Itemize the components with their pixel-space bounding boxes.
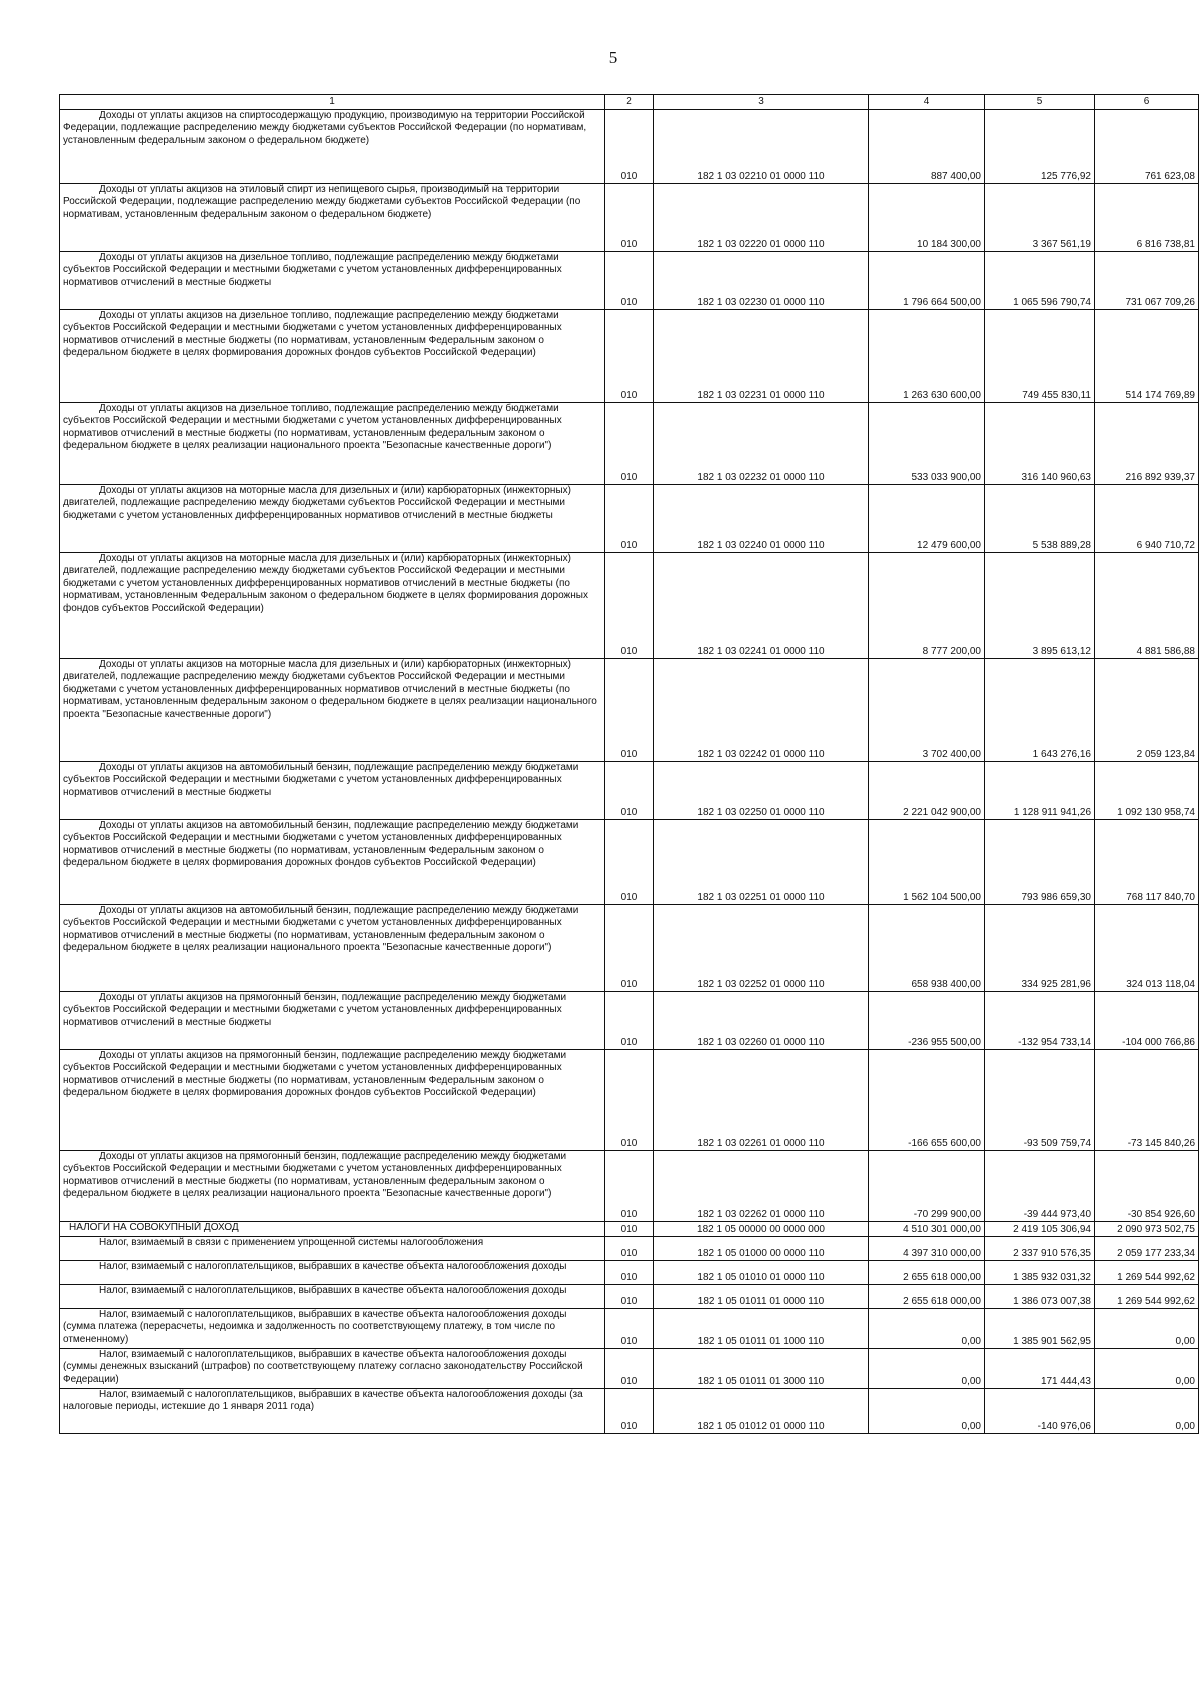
table-row bbox=[60, 252, 1199, 310]
row-name: Налог, взимаемый с налогоплательщиков, выбравших в качестве объекта налогообложения доходы (суммы денежных взысканий (штрафов) по соответствующему платежу согласно законодательству Российской Федерации) bbox=[63, 1349, 583, 1385]
row-code: 010 bbox=[605, 992, 654, 1050]
row-kbk-code: 182 1 05 01012 01 0000 110 bbox=[654, 1389, 869, 1434]
row-executed-value: 125 776,92 bbox=[985, 110, 1095, 184]
row-code: 010 bbox=[605, 820, 654, 905]
row-executed-value: 334 925 281,96 bbox=[985, 905, 1095, 992]
row-code: 010 bbox=[605, 762, 654, 820]
row-kbk-code: 182 1 05 00000 00 0000 000 bbox=[654, 1222, 869, 1237]
row-kbk-code: 182 1 03 02251 01 0000 110 bbox=[654, 820, 869, 905]
row-remaining-value: 768 117 840,70 bbox=[1095, 820, 1199, 905]
row-name-cell bbox=[60, 1261, 605, 1285]
column-header: 5 bbox=[985, 95, 1095, 110]
row-remaining-value: -30 854 926,60 bbox=[1095, 1151, 1199, 1222]
row-kbk-code: 182 1 03 02242 01 0000 110 bbox=[654, 659, 869, 762]
row-remaining-value: 1 269 544 992,62 bbox=[1095, 1285, 1199, 1309]
row-remaining-value: 324 013 118,04 bbox=[1095, 905, 1199, 992]
row-executed-value: -39 444 973,40 bbox=[985, 1151, 1095, 1222]
table-row bbox=[60, 1261, 1199, 1285]
row-name: Налог, взимаемый с налогоплательщиков, выбравших в качестве объекта налогообложения доходы (сумма платежа (перерасчеты, недоимка и задолженность по соответствующему платежу, в том числе по отмененному) bbox=[63, 1309, 567, 1345]
row-name: Налог, взимаемый с налогоплательщиков, выбравших в качестве объекта налогообложения доходы bbox=[99, 1261, 567, 1272]
row-plan-value: 1 562 104 500,00 bbox=[869, 820, 985, 905]
row-plan-value: 4 397 310 000,00 bbox=[869, 1237, 985, 1261]
row-code: 010 bbox=[605, 1349, 654, 1389]
row-name-cell bbox=[60, 659, 605, 762]
row-remaining-value: -104 000 766,86 bbox=[1095, 992, 1199, 1050]
row-remaining-value: 0,00 bbox=[1095, 1349, 1199, 1389]
row-plan-value: -236 955 500,00 bbox=[869, 992, 985, 1050]
row-name: Доходы от уплаты акцизов на дизельное топливо, подлежащие распределению между бюджетами субъектов Российской Федерации и местными бюджетами с учетом установленных дифференцированных нормативов отчислений в местные бюджеты (по нормативам, установленным Федеральным законом о федеральном бюджете в целях формирования дорожных фондов субъектов Российской Федерации) bbox=[63, 310, 562, 359]
column-header: 2 bbox=[605, 95, 654, 110]
row-remaining-value: 4 881 586,88 bbox=[1095, 553, 1199, 659]
table-row bbox=[60, 110, 1199, 184]
row-plan-value: 1 263 630 600,00 bbox=[869, 310, 985, 403]
row-name: Налог, взимаемый в связи с применением упрощенной системы налогообложения bbox=[99, 1237, 484, 1248]
row-name-cell bbox=[60, 553, 605, 659]
row-name-cell bbox=[60, 184, 605, 252]
row-executed-value: 5 538 889,28 bbox=[985, 485, 1095, 553]
table-row bbox=[60, 1285, 1199, 1309]
row-remaining-value: 1 269 544 992,62 bbox=[1095, 1261, 1199, 1285]
row-kbk-code: 182 1 05 01000 00 0000 110 bbox=[654, 1237, 869, 1261]
table-row bbox=[60, 485, 1199, 553]
table-row bbox=[60, 820, 1199, 905]
row-executed-value: 1 643 276,16 bbox=[985, 659, 1095, 762]
row-name-cell bbox=[60, 905, 605, 992]
row-code: 010 bbox=[605, 553, 654, 659]
row-plan-value: -70 299 900,00 bbox=[869, 1151, 985, 1222]
column-header: 4 bbox=[869, 95, 985, 110]
table-row bbox=[60, 403, 1199, 485]
row-kbk-code: 182 1 03 02260 01 0000 110 bbox=[654, 992, 869, 1050]
row-name: Доходы от уплаты акцизов на автомобильный бензин, подлежащие распределению между бюджетами субъектов Российской Федерации и местными бюджетами с учетом установленных дифференцированных нормативов отчислений в местные бюджеты (по нормативам, установленным Федеральным законом о федеральном бюджете в целях формирования дорожных фондов субъектов Российской Федерации) bbox=[63, 820, 579, 869]
row-name: Налог, взимаемый с налогоплательщиков, выбравших в качестве объекта налогообложения доходы (за налоговые периоды, истекшие до 1 января 2011 года) bbox=[63, 1389, 583, 1413]
row-name: Доходы от уплаты акцизов на этиловый спирт из непищевого сырья, производимый на территории Российской Федерации, подлежащие распределению между бюджетами субъектов Российской Федерации (по нормативам, установленным федеральным законом о федеральном бюджете) bbox=[63, 184, 581, 220]
row-code: 010 bbox=[605, 1151, 654, 1222]
row-remaining-value: 216 892 939,37 bbox=[1095, 403, 1199, 485]
table-row bbox=[60, 553, 1199, 659]
row-name: Доходы от уплаты акцизов на дизельное топливо, подлежащие распределению между бюджетами субъектов Российской Федерации и местными бюджетами с учетом установленных дифференцированных нормативов отчислений в местные бюджеты bbox=[63, 252, 562, 288]
row-code: 010 bbox=[605, 252, 654, 310]
row-code: 010 bbox=[605, 110, 654, 184]
row-code: 010 bbox=[605, 1285, 654, 1309]
row-kbk-code: 182 1 05 01011 01 3000 110 bbox=[654, 1349, 869, 1389]
row-name-cell bbox=[60, 762, 605, 820]
row-kbk-code: 182 1 03 02210 01 0000 110 bbox=[654, 110, 869, 184]
row-name: Доходы от уплаты акцизов на моторные масла для дизельных и (или) карбюраторных (инжекторных) двигателей, подлежащие распределению между бюджетами субъектов Российской Федерации и местными бюджетами с учетом установленных дифференцированных нормативов отчислений в местные бюджеты (по нормативам, установленным федеральным законом о федеральном бюджете в целях реализации национального проекта "Безопасные качественные дороги") bbox=[63, 659, 597, 720]
row-plan-value: 0,00 bbox=[869, 1389, 985, 1434]
row-executed-value: 316 140 960,63 bbox=[985, 403, 1095, 485]
column-header: 1 bbox=[60, 95, 605, 110]
row-plan-value: 1 796 664 500,00 bbox=[869, 252, 985, 310]
row-remaining-value: 731 067 709,26 bbox=[1095, 252, 1199, 310]
table-row bbox=[60, 659, 1199, 762]
row-name: НАЛОГИ НА СОВОКУПНЫЙ ДОХОД bbox=[69, 1222, 239, 1233]
row-remaining-value: 6 940 710,72 bbox=[1095, 485, 1199, 553]
row-name: Налог, взимаемый с налогоплательщиков, выбравших в качестве объекта налогообложения доходы bbox=[99, 1285, 567, 1296]
column-header: 6 bbox=[1095, 95, 1199, 110]
row-plan-value: 2 221 042 900,00 bbox=[869, 762, 985, 820]
row-plan-value: 8 777 200,00 bbox=[869, 553, 985, 659]
row-kbk-code: 182 1 03 02220 01 0000 110 bbox=[654, 184, 869, 252]
row-name: Доходы от уплаты акцизов на прямогонный бензин, подлежащие распределению между бюджетами субъектов Российской Федерации и местными бюджетами с учетом установленных дифференцированных нормативов отчислений в местные бюджеты (по нормативам, установленным Федеральным законом о федеральном бюджете в целях формирования дорожных фондов субъектов Российской Федерации) bbox=[63, 1050, 567, 1099]
row-executed-value: 171 444,43 bbox=[985, 1349, 1095, 1389]
row-executed-value: -93 509 759,74 bbox=[985, 1050, 1095, 1151]
row-executed-value: 749 455 830,11 bbox=[985, 310, 1095, 403]
row-kbk-code: 182 1 05 01011 01 0000 110 bbox=[654, 1285, 869, 1309]
row-remaining-value: 2 059 177 233,34 bbox=[1095, 1237, 1199, 1261]
table-row bbox=[60, 905, 1199, 992]
row-plan-value: 10 184 300,00 bbox=[869, 184, 985, 252]
row-name-cell bbox=[60, 992, 605, 1050]
row-plan-value: 0,00 bbox=[869, 1309, 985, 1349]
row-plan-value: 4 510 301 000,00 bbox=[869, 1222, 985, 1237]
row-name: Доходы от уплаты акцизов на автомобильный бензин, подлежащие распределению между бюджетами субъектов Российской Федерации и местными бюджетами с учетом установленных дифференцированных нормативов отчислений в местные бюджеты (по нормативам, установленным федеральным законом о федеральном бюджете в целях реализации национального проекта "Безопасные качественные дороги") bbox=[63, 905, 579, 954]
row-remaining-value: 1 092 130 958,74 bbox=[1095, 762, 1199, 820]
row-name-cell bbox=[60, 1309, 605, 1349]
table-row bbox=[60, 1309, 1199, 1349]
row-remaining-value: 761 623,08 bbox=[1095, 110, 1199, 184]
column-header: 3 bbox=[654, 95, 869, 110]
row-plan-value: 658 938 400,00 bbox=[869, 905, 985, 992]
row-kbk-code: 182 1 03 02230 01 0000 110 bbox=[654, 252, 869, 310]
row-remaining-value: 0,00 bbox=[1095, 1389, 1199, 1434]
revenue-table bbox=[59, 94, 1199, 1434]
row-code: 010 bbox=[605, 1389, 654, 1434]
row-name-cell bbox=[60, 1237, 605, 1261]
row-name: Доходы от уплаты акцизов на прямогонный бензин, подлежащие распределению между бюджетами субъектов Российской Федерации и местными бюджетами с учетом установленных дифференцированных нормативов отчислений в местные бюджеты bbox=[63, 992, 567, 1028]
row-name-cell bbox=[60, 1050, 605, 1151]
row-code: 010 bbox=[605, 184, 654, 252]
row-plan-value: -166 655 600,00 bbox=[869, 1050, 985, 1151]
row-kbk-code: 182 1 03 02232 01 0000 110 bbox=[654, 403, 869, 485]
row-name: Доходы от уплаты акцизов на спиртосодержащую продукцию, производимую на территории Российской Федерации, подлежащие распределению между бюджетами субъектов Российской Федерации (по нормативам, установленным федеральным законом о федеральном бюджете) bbox=[63, 110, 587, 146]
row-executed-value: 3 367 561,19 bbox=[985, 184, 1095, 252]
row-code: 010 bbox=[605, 403, 654, 485]
row-code: 010 bbox=[605, 905, 654, 992]
row-plan-value: 0,00 bbox=[869, 1349, 985, 1389]
row-remaining-value: -73 145 840,26 bbox=[1095, 1050, 1199, 1151]
row-remaining-value: 2 090 973 502,75 bbox=[1095, 1222, 1199, 1237]
row-remaining-value: 514 174 769,89 bbox=[1095, 310, 1199, 403]
row-code: 010 bbox=[605, 659, 654, 762]
row-code: 010 bbox=[605, 1050, 654, 1151]
row-executed-value: -132 954 733,14 bbox=[985, 992, 1095, 1050]
row-name-cell bbox=[60, 252, 605, 310]
row-plan-value: 12 479 600,00 bbox=[869, 485, 985, 553]
table-row bbox=[60, 1151, 1199, 1222]
row-executed-value: 1 128 911 941,26 bbox=[985, 762, 1095, 820]
row-name-cell bbox=[60, 1285, 605, 1309]
row-code: 010 bbox=[605, 310, 654, 403]
table-row bbox=[60, 184, 1199, 252]
row-remaining-value: 0,00 bbox=[1095, 1309, 1199, 1349]
table-row bbox=[60, 1349, 1199, 1389]
row-code: 010 bbox=[605, 1222, 654, 1237]
row-executed-value: 793 986 659,30 bbox=[985, 820, 1095, 905]
row-kbk-code: 182 1 03 02231 01 0000 110 bbox=[654, 310, 869, 403]
row-remaining-value: 2 059 123,84 bbox=[1095, 659, 1199, 762]
row-executed-value: -140 976,06 bbox=[985, 1389, 1095, 1434]
row-code: 010 bbox=[605, 1261, 654, 1285]
column-number-row bbox=[60, 95, 1199, 110]
row-name-cell bbox=[60, 110, 605, 184]
row-kbk-code: 182 1 03 02240 01 0000 110 bbox=[654, 485, 869, 553]
row-name: Доходы от уплаты акцизов на дизельное топливо, подлежащие распределению между бюджетами субъектов Российской Федерации и местными бюджетами с учетом установленных дифференцированных нормативов отчислений в местные бюджеты (по нормативам, установленным федеральным законом о федеральном бюджете в целях реализации национального проекта "Безопасные качественные дороги") bbox=[63, 403, 562, 452]
row-name: Доходы от уплаты акцизов на моторные масла для дизельных и (или) карбюраторных (инжекторных) двигателей, подлежащие распределению между бюджетами субъектов Российской Федерации и местными бюджетами с учетом установленных дифференцированных нормативов отчислений в местные бюджеты bbox=[63, 485, 571, 521]
row-name-cell bbox=[60, 485, 605, 553]
row-plan-value: 533 033 900,00 bbox=[869, 403, 985, 485]
row-name-cell bbox=[60, 310, 605, 403]
row-executed-value: 1 385 932 031,32 bbox=[985, 1261, 1095, 1285]
row-code: 010 bbox=[605, 485, 654, 553]
row-executed-value: 2 337 910 576,35 bbox=[985, 1237, 1095, 1261]
row-kbk-code: 182 1 03 02241 01 0000 110 bbox=[654, 553, 869, 659]
row-executed-value: 1 386 073 007,38 bbox=[985, 1285, 1095, 1309]
row-kbk-code: 182 1 03 02252 01 0000 110 bbox=[654, 905, 869, 992]
table-row bbox=[60, 1237, 1199, 1261]
row-name-cell bbox=[60, 1151, 605, 1222]
row-name-cell bbox=[60, 403, 605, 485]
table-row bbox=[60, 1050, 1199, 1151]
row-name: Доходы от уплаты акцизов на прямогонный бензин, подлежащие распределению между бюджетами субъектов Российской Федерации и местными бюджетами с учетом установленных дифференцированных нормативов отчислений в местные бюджеты (по нормативам, установленным федеральным законом о федеральном бюджете в целях реализации национального проекта "Безопасные качественные дороги") bbox=[63, 1151, 567, 1200]
row-kbk-code: 182 1 03 02250 01 0000 110 bbox=[654, 762, 869, 820]
row-name-cell bbox=[60, 1389, 605, 1434]
row-kbk-code: 182 1 05 01010 01 0000 110 bbox=[654, 1261, 869, 1285]
row-executed-value: 3 895 613,12 bbox=[985, 553, 1095, 659]
row-name-cell bbox=[60, 1349, 605, 1389]
table-row bbox=[60, 992, 1199, 1050]
table-row bbox=[60, 1222, 1199, 1237]
row-name-cell bbox=[60, 1222, 605, 1237]
table-row bbox=[60, 762, 1199, 820]
table-row bbox=[60, 1389, 1199, 1434]
row-code: 010 bbox=[605, 1237, 654, 1261]
row-code: 010 bbox=[605, 1309, 654, 1349]
row-kbk-code: 182 1 03 02262 01 0000 110 bbox=[654, 1151, 869, 1222]
row-kbk-code: 182 1 03 02261 01 0000 110 bbox=[654, 1050, 869, 1151]
table-row bbox=[60, 310, 1199, 403]
row-plan-value: 2 655 618 000,00 bbox=[869, 1261, 985, 1285]
row-plan-value: 887 400,00 bbox=[869, 110, 985, 184]
row-plan-value: 3 702 400,00 bbox=[869, 659, 985, 762]
page-number: 5 bbox=[608, 48, 618, 67]
row-name-cell bbox=[60, 820, 605, 905]
row-executed-value: 2 419 105 306,94 bbox=[985, 1222, 1095, 1237]
row-kbk-code: 182 1 05 01011 01 1000 110 bbox=[654, 1309, 869, 1349]
row-plan-value: 2 655 618 000,00 bbox=[869, 1285, 985, 1309]
row-executed-value: 1 385 901 562,95 bbox=[985, 1309, 1095, 1349]
row-name: Доходы от уплаты акцизов на моторные масла для дизельных и (или) карбюраторных (инжекторных) двигателей, подлежащие распределению между бюджетами субъектов Российской Федерации и местными бюджетами с учетом установленных дифференцированных нормативов отчислений в местные бюджеты (по нормативам, установленным Федеральным законом о федеральном бюджете в целях формирования дорожных фондов субъектов Российской Федерации) bbox=[63, 553, 588, 614]
row-executed-value: 1 065 596 790,74 bbox=[985, 252, 1095, 310]
row-remaining-value: 6 816 738,81 bbox=[1095, 184, 1199, 252]
row-name: Доходы от уплаты акцизов на автомобильный бензин, подлежащие распределению между бюджетами субъектов Российской Федерации и местными бюджетами с учетом установленных дифференцированных нормативов отчислений в местные бюджеты bbox=[63, 762, 579, 798]
